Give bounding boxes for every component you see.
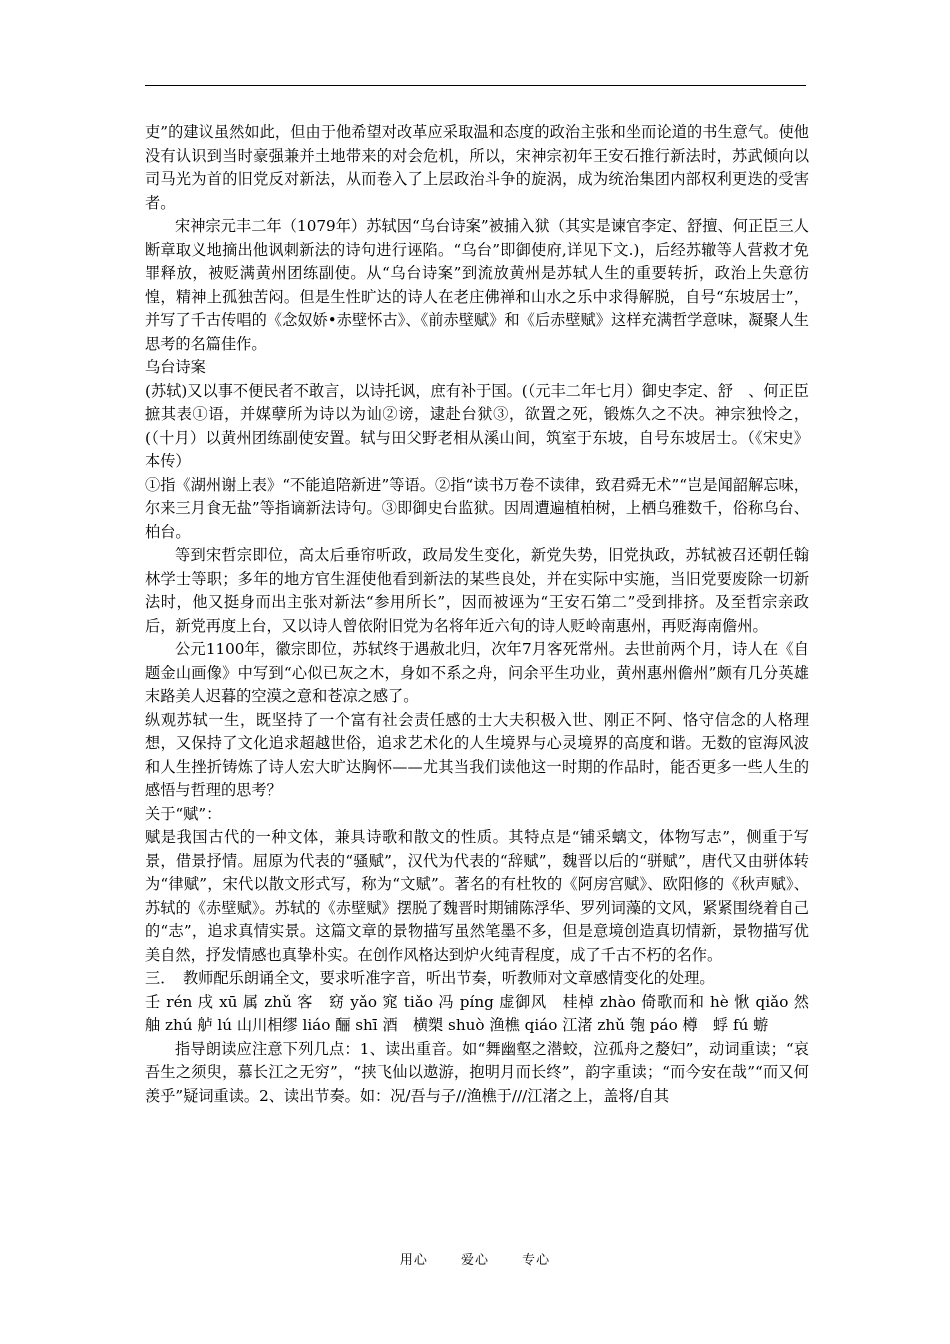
document-body xyxy=(145,121,825,1108)
paragraph: 纵观苏轼一生，既坚持了一个富有社会责任感的士大夫积极入世、刚正不阿、恪守信念的人格理想，又保持了文化追求超越世俗，追求艺术化的人生境界与心灵境界的高度和谐。无数的宦海风波和人生挫折铸炼了诗人宏大旷达胸怀——尤其当我们读他这一时期的作品时，能否更多一些人生的感悟与哲理的思考？ xyxy=(145,710,809,799)
paragraph: 等到宋哲宗即位，高太后垂帘听政，政局发生变化，新党失势，旧党执政，苏轼被召还朝任翰林学士等职；多年的地方官生涯使他看到新法的某些良处，并在实际中实施，当旧党要废除一切新法时，他又挺身而出主张对新法“参用所长”，因而被诬为“王安石第二”受到排挤。及至哲宗亲政后，新党再度上台，又以诗人曾依附旧党为名将年近六旬的诗人贬岭南惠州，再贬海南儋州。 xyxy=(145,546,809,635)
section-heading: 关于“赋”： xyxy=(145,804,222,823)
paragraph: 吏”的建议虽然如此，但由于他希望对改革应采取温和态度的政治主张和坐而论道的书生意气。使他没有认识到当时豪强兼并土地带来的对会危机，所以，宋神宗初年王安石推行新法时，苏武倾向以司马光为首的旧党反对新法，从而卷入了上层政治斗争的旋涡，成为统治集团内部权利更迭的受害者。 xyxy=(145,123,809,212)
footer-item: 爱心 xyxy=(460,1253,489,1268)
section-heading: 乌台诗案 xyxy=(145,358,206,376)
footer-item: 专心 xyxy=(522,1253,551,1268)
footer-item: 用心 xyxy=(399,1253,428,1268)
pronunciation-list: 壬 rén 戌 xū 属 zhǔ 客 窈 yǎo 窕 tiǎo 冯 píng 虚御风 桂棹 zhào 倚歌而和 hè 愀 qiǎo 然 舳 zhú 舻 lú 山川相缪 liáo 酾 shī 酒 横槊 shuò 渔樵 qiáo 江渚 zhǔ 匏 páo 樽 蜉 fú 蝣 xyxy=(145,992,825,1034)
footnote-paragraph: ①指《湖州谢上表》“不能追陪新进”等语。②指“读书万卷不读律，致君舜无术”“岂是闻韶解忘味，尔来三月食无盐”等指谪新法诗句。③即御史台监狱。因周遭遍植柏树，上栖乌雅数千，俗称乌台、柏台。 xyxy=(145,475,809,541)
header-rule xyxy=(145,85,806,86)
page-footer xyxy=(0,1249,950,1268)
paragraph: (苏轼)又以事不便民者不敢言，以诗托讽，庶有补于国。(（元丰二年七月）御史李定、舒 、何正臣摭其表①语，并媒孽所为诗以为讪②谤，逮赴台狱③，欲置之死，锻炼久之不决。神宗独怜之，(（十月）以黄州团练副使安置。轼与田父野老相从溪山间，筑室于东坡，自号东坡居士。（《宋史》本传） xyxy=(145,381,809,470)
paragraph: 宋神宗元丰二年（1079年）苏轼因“乌台诗案”被捕入狱（其实是谏官李定、舒擅、何正臣三人断章取义地摘出他讽刺新法的诗句进行诬陷。“乌台”即御使府,详见下文.)，后经苏辙等人营救才免罪释放，被贬满黄州团练副使。从“乌台诗案”到流放黄州是苏轼人生的重要转折，政治上失意彷惶，精神上孤独苦闷。但是生性旷达的诗人在老庄佛禅和山水之乐中求得解脱，自号“东坡居士”，并写了千古传唱的《念奴娇•赤壁怀古》、《前赤壁赋》和《后赤壁赋》这样充满哲学意味，凝聚人生思考的名篇佳作。 xyxy=(145,217,809,353)
paragraph: 赋是我国古代的一种文体，兼具诗歌和散文的性质。其特点是“铺采螭文，体物写志”，侧重于写景，借景抒情。屈原为代表的“骚赋”，汉代为代表的“辞赋”，魏晋以后的“骈赋”，唐代又由骈体转为“律赋”，宋代以散文形式写，称为“文赋”。著名的有杜牧的《阿房宫赋》、欧阳修的《秋声赋》、苏轼的《赤壁赋》。苏轼的《赤壁赋》摆脱了魏晋时期铺陈浮华、罗列词藻的文风，紧紧围绕着自己的“志”，追求真情实景。这篇文章的景物描写虽然笔墨不多，但是意境创造真切情新，景物描写优美自然，抒发情感也真挚朴实。在创作风格达到炉火纯青程度，成了千古不朽的名作。 xyxy=(145,828,809,964)
paragraph: 公元1100年，徽宗即位，苏轼终于遇赦北归，次年7月客死常州。去世前两个月，诗人在《自题金山画像》中写到“心似已灰之木，身如不系之舟，问余平生功业，黄州惠州儋州”颇有几分英雄末路美人迟暮的空漠之意和苍凉之感了。 xyxy=(145,640,809,705)
paragraph: 指导朗读应注意下列几点：1、读出重音。如“舞幽壑之潜蛟，泣孤舟之嫠妇”，动词重读；“哀吾生之须臾，慕长江之无穷”，“挟飞仙以遨游，抱明月而长终”，韵字重读；“而今安在哉”“而又何羡乎”疑词重读。2、读出节奏。如：况/吾与子//渔樵于///江渚之上，盖将/自其 xyxy=(145,1039,809,1105)
paragraph: 三． 教师配乐朗诵全文，要求听准字音，听出节奏，听教师对文章感情变化的处理。 xyxy=(145,969,715,987)
